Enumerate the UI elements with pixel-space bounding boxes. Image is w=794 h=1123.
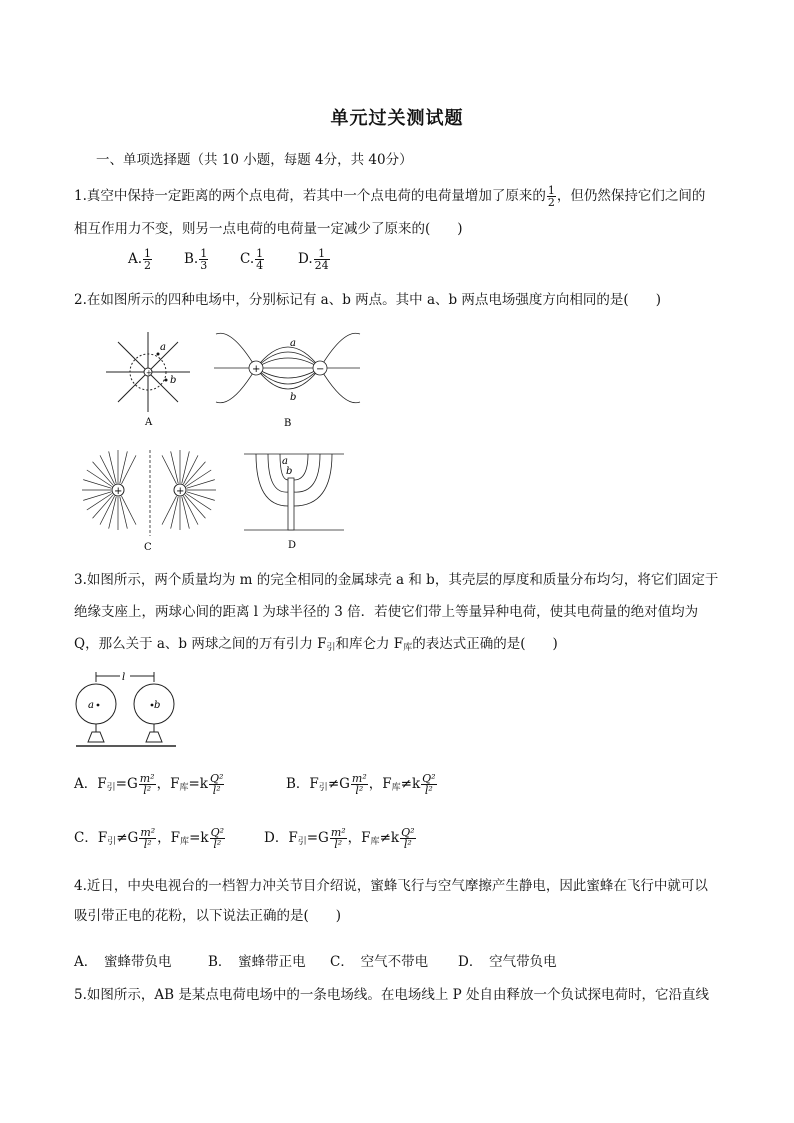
q3-opt-b-sub1: 引 [318, 783, 328, 793]
q3-opt-d-label: D．F [264, 830, 298, 846]
figure-2a-field-diagram [100, 328, 196, 428]
fig-a-point-b: b [170, 375, 177, 386]
fig-b-point-a: a [290, 338, 296, 349]
q3-opt-a-den1: l² [143, 784, 152, 797]
q3-option-a[interactable] [74, 772, 225, 796]
q3-opt-b-sub2: 库 [391, 783, 401, 793]
fig-d-point-b: b [286, 466, 293, 477]
q3-opt-b-label: B．F [286, 776, 319, 792]
q3-opt-c-rel2: ，F [157, 830, 181, 846]
q3-opt-a-rel3: =k [188, 776, 208, 792]
q3-opt-c-label: C．F [74, 830, 108, 846]
fig-label-c: C [144, 542, 152, 553]
q3-option-b[interactable] [286, 772, 438, 796]
question-2-text: 2.在如图所示的四种电场中，分别标记有 a、b 两点。其中 a、b 两点电场强度方向相同的是( ) [74, 292, 661, 308]
q3-opt-d-rel3: ≠k [379, 830, 400, 846]
fig3-label-a: a [88, 700, 94, 711]
question-1-line-2: 相互作用力不变，则另一点电荷的电荷量一定减少了原来的( ) [74, 221, 463, 237]
q1-option-d-num: 1 [314, 248, 330, 260]
q4-option-d[interactable]: D． 空气带负电 [458, 954, 557, 970]
q3-line3-pre: Q，那么关于 a、b 两球之间的万有引力 F [74, 636, 327, 652]
q3-sub-yin: 引 [326, 643, 336, 653]
q3-opt-b-rel1: ≠G [327, 776, 350, 792]
q1-text-pre: 1.真空中保持一定距离的两个点电荷，若其中一个点电荷的电荷量增加了原来的 [74, 188, 546, 204]
q1-fraction [547, 185, 556, 208]
q3-opt-d-rel1: =G [306, 830, 329, 846]
q3-opt-b-rel2: ，F [368, 776, 392, 792]
fig-c-plus-right: + [176, 486, 185, 497]
q3-opt-a-den2: l² [212, 784, 221, 797]
q3-opt-b-den2: l² [424, 784, 433, 797]
fig-label-a: A [145, 417, 153, 428]
q1-text-post: ，但仍然保持它们之间的 [556, 188, 706, 204]
fig-a-plus: + [146, 369, 152, 377]
figure-2b-dipole-field [212, 326, 362, 428]
question-1-line-1 [74, 185, 705, 208]
q3-opt-c-den1: l² [143, 838, 152, 851]
q1-option-d-label: D. [298, 251, 313, 267]
q1-option-a-num: 1 [144, 247, 152, 260]
question-3-line-2: 绝缘支座上，两球心间的距离 l 为球半径的 3 倍．若使它们带上等量异种电荷，使其电荷量的绝对值均为 [74, 604, 699, 620]
q3-opt-d-sub1: 引 [297, 837, 307, 847]
q1-option-b-den: 3 [200, 259, 208, 272]
question-4-line-1: 4.近日，中央电视台的一档智力冲关节目介绍说，蜜蜂飞行与空气摩擦产生静电，因此蜜蜂在飞行中就可以 [74, 878, 708, 894]
q3-opt-a-num2: Q² [209, 772, 224, 785]
figure-2d-plate-field [242, 446, 346, 554]
question-3-line-3 [74, 634, 558, 658]
q3-opt-a-sub2: 库 [179, 783, 189, 793]
q3-opt-c-rel3: =k [189, 830, 209, 846]
fig-b-point-b: b [290, 392, 297, 403]
q3-opt-b-rel3: ≠k [400, 776, 421, 792]
q3-opt-d-den1: l² [334, 838, 343, 851]
q3-opt-b-num1: m² [351, 772, 367, 785]
q1-option-c[interactable] [240, 248, 265, 271]
fig-b-plus: + [252, 364, 261, 375]
q1-option-a-label: A. [128, 251, 143, 267]
q3-opt-c-sub2: 库 [180, 837, 190, 847]
fig-c-plus-left: + [114, 486, 123, 497]
q3-sub-ku: 库 [403, 643, 413, 653]
fig3-label-b: b [154, 700, 161, 711]
q3-opt-b-den1: l² [355, 784, 364, 797]
page-title: 单元过关测试题 [330, 108, 464, 129]
fig3-distance-l: l [122, 672, 126, 683]
q1-frac-num: 1 [547, 184, 555, 197]
q1-option-b-label: B. [184, 251, 199, 267]
q3-opt-a-label: A．F [74, 776, 107, 792]
q4-option-b[interactable]: B． 蜜蜂带正电 [208, 954, 306, 970]
q1-option-a[interactable] [128, 248, 153, 271]
q4-option-c[interactable]: C． 空气不带电 [330, 954, 429, 970]
q1-frac-den: 2 [547, 196, 555, 209]
q3-opt-a-rel1: =G [115, 776, 138, 792]
q1-option-d-den: 24 [314, 259, 329, 272]
q3-opt-d-num2: Q² [401, 826, 415, 839]
question-3-line-1: 3.如图所示，两个质量均为 m 的完全相同的金属球壳 a 和 b，其壳层的厚度和质量分布均匀，将它们固定于 [74, 572, 719, 588]
fig-b-minus: − [316, 364, 325, 375]
figure-3-metal-spheres [72, 668, 182, 750]
section-heading: 一、单项选择题（共 10 小题，每题 4分，共 40分） [96, 152, 413, 168]
q3-opt-d-num1: m² [330, 826, 346, 839]
q3-opt-b-num2: Q² [422, 772, 436, 785]
q1-option-b[interactable] [184, 248, 209, 271]
q3-option-d[interactable] [264, 826, 417, 850]
q1-option-d[interactable] [298, 248, 331, 271]
q4-option-a[interactable]: A． 蜜蜂带负电 [74, 954, 172, 970]
q3-option-c[interactable] [74, 826, 226, 850]
q3-opt-c-den2: l² [213, 838, 222, 851]
q3-opt-a-rel2: ，F [156, 776, 180, 792]
q3-opt-c-rel1: ≠G [116, 830, 139, 846]
q3-opt-c-num2: Q² [210, 826, 224, 839]
fig-d-point-a: a [282, 456, 288, 467]
q3-line3-post: 的表达式正确的是( ) [412, 636, 558, 652]
q3-opt-c-num1: m² [140, 826, 156, 839]
q1-option-c-label: C. [240, 251, 255, 267]
q3-opt-a-num1: m² [139, 772, 155, 785]
figure-2c-like-charges-field [76, 446, 234, 554]
q1-option-a-den: 2 [144, 259, 152, 272]
q3-opt-c-sub1: 引 [107, 837, 117, 847]
fig-a-point-a: a [160, 342, 166, 353]
fig-label-d: D [288, 540, 297, 551]
fig-label-b: B [284, 418, 292, 428]
q3-opt-d-den2: l² [403, 838, 412, 851]
q1-option-c-den: 4 [256, 259, 264, 272]
q3-line3-mid: 和库仑力 F [335, 636, 404, 652]
question-5-line-1: 5.如图所示，AB 是某点电荷电场中的一条电场线。在电场线上 P 处自由释放一个负试探电荷时，它沿直线 [74, 987, 710, 1003]
q1-option-b-num: 1 [200, 247, 208, 260]
q3-opt-d-sub2: 库 [370, 837, 380, 847]
q3-opt-d-rel2: ，F [347, 830, 371, 846]
question-4-line-2: 吸引带正电的花粉，以下说法正确的是( ) [74, 908, 342, 924]
q1-option-c-num: 1 [256, 247, 264, 260]
q3-opt-a-sub1: 引 [106, 783, 116, 793]
